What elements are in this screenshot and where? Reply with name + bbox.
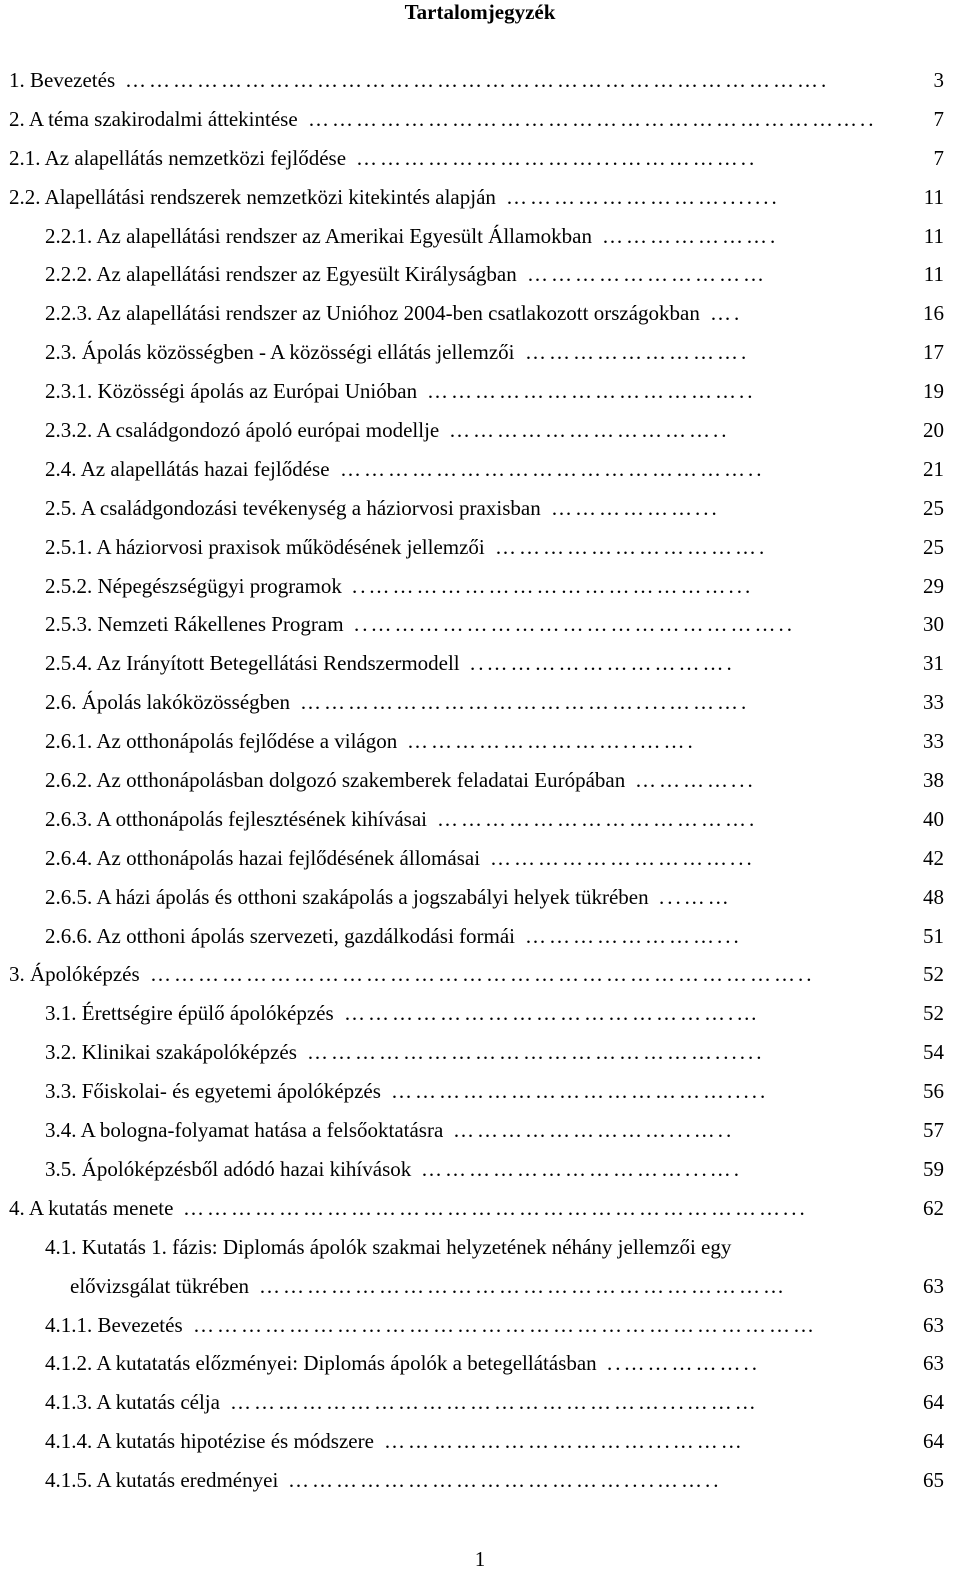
- toc-entry[interactable]: [0, 844, 960, 883]
- toc-entry-page-number: 52: [923, 1001, 944, 1026]
- toc-entry-leader: ……………………………………………......: [307, 1040, 765, 1065]
- toc-entry[interactable]: [0, 299, 960, 338]
- toc-entry-leader: ..………………………….: [470, 651, 735, 676]
- toc-entry-page-number: 62: [923, 1195, 944, 1220]
- toc-entry-label: 4.1.5. A kutatás eredményei: [45, 1468, 279, 1493]
- toc-entry-page-number: 16: [923, 301, 944, 326]
- toc-entry-page-number: 56: [923, 1079, 944, 1104]
- toc-entry-label: 3.4. A bologna-folyamat hatása a felsőoktatásra: [45, 1118, 444, 1143]
- toc-entry[interactable]: [0, 1272, 960, 1311]
- toc-entry-label: 3.3. Főiskolai- és egyetemi ápolóképzés: [45, 1079, 381, 1104]
- toc-entry-leader: …………...: [635, 768, 756, 793]
- toc-entry-leader: ..……………..: [607, 1351, 760, 1376]
- table-of-contents: [0, 66, 960, 1505]
- toc-entry-label: 2.2. Alapellátási rendszerek nemzetközi kitekintés alapján: [9, 184, 496, 209]
- toc-entry[interactable]: [0, 1233, 960, 1272]
- toc-entry-leader: ……………………………………....……….: [300, 690, 750, 715]
- toc-entry-leader: …………………………………..: [427, 379, 756, 404]
- toc-entry-label: 4.1.1. Bevezetés: [45, 1312, 183, 1337]
- toc-entry-label: 4.1.3. A kutatás célja: [45, 1390, 220, 1415]
- toc-entry-label: elővizsgálat tükrében: [70, 1273, 250, 1298]
- toc-entry-leader: ………………………………………………...………: [230, 1390, 759, 1415]
- toc-entry-page-number: 11: [923, 184, 944, 209]
- toc-entry[interactable]: [0, 183, 960, 222]
- toc-entry[interactable]: [0, 1038, 960, 1077]
- toc-entry-page-number: 63: [923, 1273, 944, 1298]
- toc-entry-leader: ……………………….: [525, 340, 750, 365]
- toc-entry-label: 2.5.4. Az Irányított Betegellátási Rendszermodell: [45, 651, 460, 676]
- toc-entry-label: 2.6.4. Az otthonápolás hazai fejlődésének állomásai: [45, 845, 481, 870]
- toc-entry-leader: …………………………………….....: [391, 1079, 769, 1104]
- toc-entry-leader: ………………………..…….: [407, 729, 696, 754]
- toc-entry[interactable]: [0, 533, 960, 572]
- toc-entry[interactable]: [0, 1311, 960, 1350]
- toc-entry-label: 3. Ápolóképzés: [9, 962, 140, 987]
- toc-entry-leader: ...……: [659, 884, 732, 909]
- toc-entry-page-number: 59: [923, 1156, 944, 1181]
- toc-entry[interactable]: [0, 766, 960, 805]
- toc-entry-leader: ………………………………………….…: [344, 1001, 761, 1026]
- toc-entry[interactable]: [0, 805, 960, 844]
- toc-entry-leader: …………………………………………………………: [259, 1273, 787, 1298]
- toc-entry-page-number: 64: [923, 1429, 944, 1454]
- toc-entry[interactable]: [0, 338, 960, 377]
- toc-entry-label: 2.3.2. A családgondozó ápoló európai modellje: [45, 418, 440, 443]
- toc-entry-leader: ……………………………………....……..: [288, 1468, 722, 1493]
- toc-entry-page-number: 30: [923, 612, 944, 637]
- toc-entry-leader: ……………………………………………..: [340, 456, 765, 481]
- toc-entry-label: 3.2. Klinikai szakápolóképzés: [45, 1040, 297, 1065]
- toc-entry-leader: …………………………: [527, 262, 767, 287]
- toc-entry-label: 4.1.2. A kutatatás előzményei: Diplomás ápolók a betegellátásban: [45, 1351, 597, 1376]
- toc-entry[interactable]: [0, 999, 960, 1038]
- toc-entry-page-number: 40: [923, 806, 944, 831]
- toc-entry-leader: ……………………………………………………………………: [193, 1312, 817, 1337]
- toc-entry-label: 2.5. A családgondozási tevékenység a háziorvosi praxisban: [45, 495, 541, 520]
- toc-entry-leader: ……………………………...………: [384, 1429, 745, 1454]
- toc-entry[interactable]: [0, 1194, 960, 1233]
- toc-entry-page-number: 51: [923, 923, 944, 948]
- toc-entry[interactable]: [0, 144, 960, 183]
- toc-entry-page-number: 54: [923, 1040, 944, 1065]
- toc-entry[interactable]: [0, 260, 960, 299]
- toc-entry-leader: ……………………...: [525, 923, 742, 948]
- toc-entry-label: 2.6. Ápolás lakóközösségben: [45, 690, 290, 715]
- toc-entry-label: 2.6.5. A házi ápolás és otthoni szakápolás a jogszabályi helyek tükrében: [45, 884, 649, 909]
- toc-entry-page-number: 48: [923, 884, 944, 909]
- toc-entry-leader: …………………………….: [495, 534, 768, 559]
- toc-entry[interactable]: [0, 1116, 960, 1155]
- toc-entry[interactable]: [0, 727, 960, 766]
- toc-entry-label: 4.1.4. A kutatás hipotézise és módszere: [45, 1429, 374, 1454]
- toc-entry[interactable]: [0, 222, 960, 261]
- toc-entry-leader: ………………………...…..: [453, 1118, 735, 1143]
- page-number: 1: [474, 1547, 486, 1571]
- toc-entry-page-number: 65: [923, 1468, 944, 1493]
- toc-entry-label: 2.2.2. Az alapellátási rendszer az Egyesült Királyságban: [45, 262, 517, 287]
- toc-entry-page-number: 63: [923, 1351, 944, 1376]
- toc-entry-label: 2. A téma szakirodalmi áttekintése: [9, 106, 298, 131]
- toc-entry-leader: ………………...: [551, 495, 720, 520]
- page-title: Tartalomjegyzék: [404, 0, 556, 24]
- toc-entry[interactable]: [0, 416, 960, 455]
- toc-entry-leader: …………………………………………………………………………….: [125, 68, 830, 92]
- toc-entry-leader: ….: [710, 301, 743, 326]
- toc-entry-label: 3.5. Ápolóképzésből adódó hazai kihívások: [45, 1156, 412, 1181]
- toc-entry[interactable]: [0, 572, 960, 611]
- toc-entry-leader: ……………………………...….: [421, 1156, 742, 1181]
- toc-entry-label: 2.6.2. Az otthonápolásban dolgozó szakemberek feladatai Európában: [45, 768, 626, 793]
- toc-entry-page-number: 63: [923, 1312, 944, 1337]
- toc-entry-page-number: 7: [933, 145, 944, 170]
- toc-entry-leader: ………………………………….: [437, 806, 758, 831]
- toc-entry-page-number: 25: [923, 495, 944, 520]
- toc-entry[interactable]: [0, 377, 960, 416]
- toc-entry-page-number: 11: [923, 262, 944, 287]
- toc-entry-page-number: 21: [923, 456, 944, 481]
- toc-entry-label: 2.6.1. Az otthonápolás fejlődése a világon: [45, 729, 398, 754]
- toc-entry-label: 2.5.2. Népegészségügyi programok: [45, 573, 342, 598]
- toc-entry-leader: ……………………….......: [506, 184, 780, 209]
- toc-entry-leader: …………………………...……………..: [356, 145, 758, 170]
- toc-entry-leader: ..………………………………………...: [352, 573, 754, 598]
- toc-entry-label: 2.4. Az alapellátás hazai fejlődése: [45, 456, 330, 481]
- toc-entry-leader: …………………………………………………………………...: [183, 1195, 808, 1220]
- toc-entry-page-number: 57: [923, 1118, 944, 1143]
- toc-entry-page-number: 38: [923, 768, 944, 793]
- toc-entry-label: 3.1. Érettségire épülő ápolóképzés: [45, 1001, 334, 1026]
- toc-entry[interactable]: [0, 688, 960, 727]
- toc-entry-leader: …………………………...: [490, 845, 755, 870]
- toc-entry-page-number: 52: [923, 962, 944, 987]
- toc-entry[interactable]: [0, 1155, 960, 1194]
- toc-entry-page-number: 31: [923, 651, 944, 676]
- toc-entry-page-number: 42: [923, 845, 944, 870]
- toc-entry-page-number: 33: [923, 729, 944, 754]
- toc-entry-label: 2.3.1. Közösségi ápolás az Európai Unióban: [45, 379, 418, 404]
- toc-entry[interactable]: [0, 1427, 960, 1466]
- toc-entry-label: 2.5.3. Nemzeti Rákellenes Program: [45, 612, 344, 637]
- toc-entry[interactable]: [0, 1077, 960, 1116]
- toc-entry[interactable]: [0, 1388, 960, 1427]
- toc-entry[interactable]: [0, 960, 960, 999]
- toc-entry[interactable]: [0, 1466, 960, 1505]
- toc-entry-label: 4.1. Kutatás 1. fázis: Diplomás ápolók szakmai helyzetének néhány jellemzői egy: [45, 1234, 732, 1259]
- toc-entry-leader: ………………………………………………………………………..: [150, 962, 815, 987]
- toc-entry[interactable]: [0, 455, 960, 494]
- toc-entry[interactable]: [0, 610, 960, 649]
- toc-entry-page-number: 17: [923, 340, 944, 365]
- toc-entry-label: 2.6.6. Az otthoni ápolás szervezeti, gazdálkodási formái: [45, 923, 516, 948]
- toc-entry-label: 2.5.1. A háziorvosi praxisok működésének jellemzői: [45, 534, 485, 559]
- toc-entry-label: 2.3. Ápolás közösségben - A közösségi ellátás jellemzői: [45, 340, 515, 365]
- toc-entry-label: 2.1. Az alapellátás nemzetközi fejlődése: [9, 145, 347, 170]
- toc-entry-label: 2.2.3. Az alapellátási rendszer az Unióhoz 2004-ben csatlakozott országokban: [45, 301, 700, 326]
- toc-entry[interactable]: [0, 649, 960, 688]
- toc-entry[interactable]: [0, 105, 960, 144]
- toc-entry-leader: ………………….: [602, 223, 779, 248]
- toc-entry-label: 4. A kutatás menete: [9, 1195, 174, 1220]
- toc-entry-page-number: 33: [923, 690, 944, 715]
- toc-entry-leader: ..……………………………………………..: [354, 612, 795, 637]
- toc-entry[interactable]: [0, 1349, 960, 1388]
- toc-entry-page-number: 25: [923, 534, 944, 559]
- toc-entry[interactable]: [0, 494, 960, 533]
- toc-entry-page-number: 7: [933, 106, 944, 131]
- toc-entry[interactable]: [0, 883, 960, 922]
- toc-entry[interactable]: [0, 922, 960, 961]
- toc-entry-label: 1. Bevezetés: [9, 68, 116, 92]
- toc-entry-page-number: 19: [923, 379, 944, 404]
- toc-entry-leader: ……………………………………………………………..: [308, 106, 877, 131]
- toc-entry[interactable]: [0, 66, 960, 105]
- toc-entry-page-number: 11: [923, 223, 944, 248]
- toc-entry-page-number: 64: [923, 1390, 944, 1415]
- toc-entry-page-number: 3: [933, 68, 944, 92]
- toc-entry-label: 2.2.1. Az alapellátási rendszer az Amerikai Egyesült Államokban: [45, 223, 592, 248]
- toc-entry-page-number: 29: [923, 573, 944, 598]
- toc-entry-leader: ……………………………..: [449, 418, 730, 443]
- toc-entry-label: 2.6.3. A otthonápolás fejlesztésének kihívásai: [45, 806, 427, 831]
- toc-entry-page-number: 20: [923, 418, 944, 443]
